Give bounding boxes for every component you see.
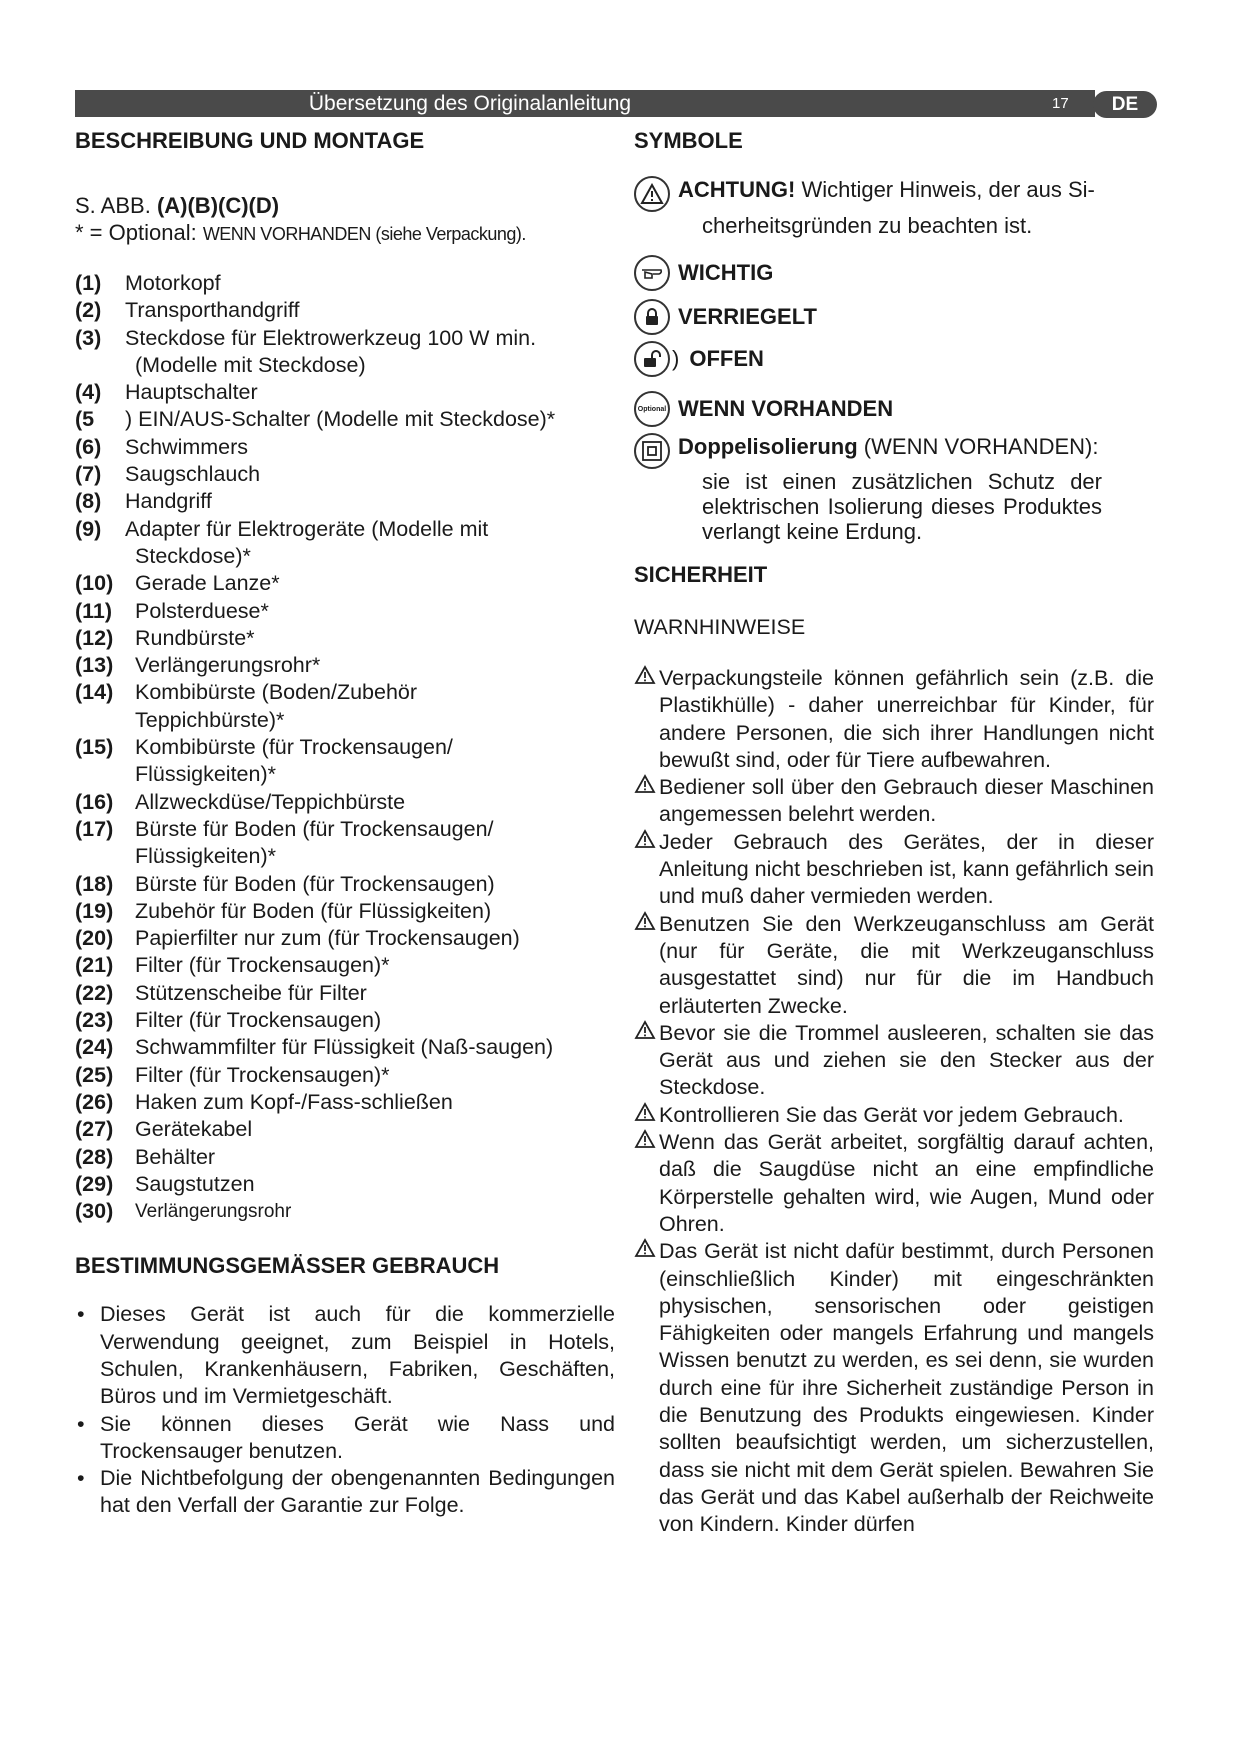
part-item bbox=[75, 898, 615, 925]
warning-text: Benutzen Sie den Werkzeuganschluss am Gerät (nur für Geräte, die mit Werkzeuganschluss ausgestattet sind) nur für die im Handbuch erläuterten Zwecke. bbox=[659, 911, 1154, 1018]
warning-triangle-icon bbox=[634, 829, 656, 856]
part-number: (25) bbox=[75, 1062, 114, 1087]
part-label: Adapter für Elektrogeräte (Modelle mit bbox=[125, 516, 489, 541]
double-insulation-icon bbox=[634, 433, 670, 469]
part-label: Kombibürste (für Trockensaugen/ bbox=[135, 735, 453, 760]
optional-text: WENN VORHANDEN (siehe Verpackung). bbox=[202, 224, 526, 244]
symbol-wichtig bbox=[634, 255, 1154, 291]
part-item bbox=[75, 952, 615, 979]
part-label: Motorkopf bbox=[125, 271, 221, 295]
part-label-continuation: Steckdose)* bbox=[135, 543, 251, 568]
part-item bbox=[75, 1144, 615, 1171]
part-number: (28) bbox=[75, 1144, 114, 1169]
part-item bbox=[75, 516, 615, 543]
part-number: (18) bbox=[75, 871, 114, 896]
part-number: (3) bbox=[75, 325, 102, 350]
part-number: (16) bbox=[75, 789, 114, 814]
pointing-hand-icon bbox=[634, 255, 670, 291]
part-label: Handgriff bbox=[125, 489, 212, 514]
part-number: (19) bbox=[75, 898, 114, 923]
part-item bbox=[75, 625, 615, 652]
warning-item bbox=[634, 1020, 1154, 1102]
part-label-continuation: (Modelle mit Steckdose) bbox=[135, 352, 366, 377]
intended-use-list bbox=[75, 1301, 615, 1519]
part-label: Saugstutzen bbox=[135, 1171, 255, 1196]
warning-triangle-icon bbox=[634, 665, 656, 692]
warnings-list bbox=[634, 665, 1154, 1539]
symbol-verriegelt bbox=[634, 299, 1154, 335]
part-label: Kombibürste (Boden/Zubehör bbox=[135, 680, 418, 705]
doppel-cont: sie ist einen zusätzlichen Schutz der elektrischen Isolierung dieses Produktes verlangt keine Erdung. bbox=[702, 469, 1102, 544]
part-number: (9) bbox=[75, 516, 102, 541]
part-item-continuation bbox=[75, 707, 615, 734]
warning-item bbox=[634, 1238, 1154, 1538]
part-number: (12) bbox=[75, 625, 114, 650]
part-item bbox=[75, 1198, 615, 1225]
part-label: Stützenscheibe für Filter bbox=[135, 980, 367, 1005]
doppel-text: (WENN VORHANDEN): bbox=[857, 434, 1099, 459]
part-number: (20) bbox=[75, 926, 114, 951]
symbol-optional bbox=[634, 391, 1154, 427]
part-label: Polsterduese* bbox=[135, 598, 269, 623]
part-item bbox=[75, 1089, 615, 1116]
part-item bbox=[75, 297, 615, 324]
part-number: (4) bbox=[75, 380, 102, 405]
left-column bbox=[75, 126, 615, 1520]
page-number: 17 bbox=[1052, 95, 1069, 112]
part-label: Gerätekabel bbox=[135, 1117, 253, 1142]
part-label: Verlängerungsrohr* bbox=[135, 653, 321, 678]
part-item bbox=[75, 488, 615, 515]
part-item-continuation bbox=[75, 352, 615, 379]
wichtig-label: WICHTIG bbox=[678, 260, 774, 285]
part-number: (10) bbox=[75, 571, 114, 596]
part-label: Allzweckdüse/Teppichbürste bbox=[135, 789, 406, 814]
heading-symbols: SYMBOLE bbox=[634, 128, 743, 153]
part-item bbox=[75, 1062, 615, 1089]
part-item-continuation bbox=[75, 543, 615, 570]
part-label: Gerade Lanze* bbox=[135, 571, 280, 596]
part-label: ) EIN/AUS-Schalter (Modelle mit Steckdose)* bbox=[125, 407, 556, 432]
parts-list bbox=[75, 270, 615, 1225]
part-number: (26) bbox=[75, 1089, 114, 1114]
part-item bbox=[75, 379, 615, 406]
header-title: Übersetzung des Originalanleitung bbox=[308, 92, 632, 115]
achtung-cont: cherheitsgründen zu beachten ist. bbox=[702, 213, 1033, 238]
part-item bbox=[75, 871, 615, 898]
part-label: Bürste für Boden (für Trockensaugen/ bbox=[135, 816, 494, 841]
part-item bbox=[75, 980, 615, 1007]
part-number: (22) bbox=[75, 980, 114, 1005]
warning-item bbox=[634, 1102, 1154, 1129]
part-item bbox=[75, 461, 615, 488]
warning-triangle-icon bbox=[634, 1129, 656, 1156]
part-label: Filter (für Trockensaugen)* bbox=[135, 1062, 390, 1087]
part-label: Filter (für Trockensaugen)* bbox=[135, 953, 390, 978]
part-label: Steckdose für Elektrowerkzeug 100 W min. bbox=[125, 325, 537, 350]
part-number: (8) bbox=[75, 489, 102, 514]
warning-triangle-icon bbox=[634, 1020, 656, 1047]
part-number: (1) bbox=[75, 271, 102, 295]
part-number: (5 bbox=[75, 407, 95, 432]
part-item bbox=[75, 652, 615, 679]
part-number: (30) bbox=[75, 1199, 114, 1224]
verriegelt-label: VERRIEGELT bbox=[678, 304, 817, 329]
part-label: Zubehör für Boden (für Flüssigkeiten) bbox=[135, 898, 492, 923]
optional-prefix: * = Optional: bbox=[75, 220, 203, 245]
part-number: (17) bbox=[75, 816, 114, 841]
part-number: (21) bbox=[75, 953, 114, 978]
warning-triangle-icon bbox=[634, 176, 670, 212]
doppel-title: Doppelisolierung bbox=[678, 434, 858, 459]
part-item bbox=[75, 734, 615, 761]
part-number: (2) bbox=[75, 298, 102, 323]
part-number: (15) bbox=[75, 735, 114, 760]
part-number: (24) bbox=[75, 1035, 114, 1060]
warning-text: Das Gerät ist nicht dafür bestimmt, durch Personen (einschließlich Kinder) mit eingeschränkten physischen, sensorischen oder geistigen Fähigkeiten oder mangels Erfahrung und mangels Wissen benutzt zu werden, es sei denn, sie wurden durch eine für ihre Sicherheit zuständige Person in die Benutzung des Produkts eingewiesen. Kinder sollten beaufsichtigt werden, um sicherzustellen, dass sie nicht mit dem Gerät spielen. Bewahren Sie das Gerät und das Kabel außerhalb der Reichweite von Kindern. Kinder dürfen bbox=[659, 1239, 1154, 1537]
part-label-continuation: Teppichbürste)* bbox=[135, 707, 285, 732]
symbol-doppelisolierung bbox=[634, 433, 1154, 469]
part-number: (14) bbox=[75, 680, 114, 705]
part-label: Rundbürste* bbox=[135, 625, 255, 650]
heading-description: BESCHREIBUNG UND MONTAGE bbox=[75, 128, 425, 153]
warning-text: Jeder Gebrauch des Gerätes, der in dieser Anleitung nicht beschrieben ist, kann gefährlich sein und muß daher vermieden werden. bbox=[659, 829, 1154, 909]
part-label: Hauptschalter bbox=[125, 380, 258, 405]
part-label: Schwammfilter für Flüssigkeit (Naß-saugen) bbox=[135, 1035, 554, 1060]
intended-use-item: • Dieses Gerät ist auch für die kommerzielle Verwendung geeignet, zum Beispiel in Hotels, Schulen, Krankenhäusern, Fabriken, Geschäften, Büros und im Vermietgeschäft. bbox=[75, 1301, 615, 1410]
padlock-open-icon bbox=[634, 341, 670, 377]
part-item bbox=[75, 789, 615, 816]
warning-triangle-icon bbox=[634, 1102, 656, 1129]
part-item bbox=[75, 270, 615, 297]
padlock-closed-icon bbox=[634, 299, 670, 335]
part-number: (29) bbox=[75, 1171, 114, 1196]
part-item bbox=[75, 1034, 615, 1061]
warning-text: Wenn das Gerät arbeitet, sorgfältig darauf achten, daß die Saugdüse nicht an eine empfindliche Körperstelle gehalten wird, wie Augen, Mund oder Ohren. bbox=[659, 1130, 1154, 1236]
part-number: (23) bbox=[75, 1008, 114, 1033]
part-item bbox=[75, 570, 615, 597]
part-label: Bürste für Boden (für Trockensaugen) bbox=[135, 871, 495, 896]
part-number: (6) bbox=[75, 434, 102, 459]
part-item bbox=[75, 925, 615, 952]
part-number: (7) bbox=[75, 462, 102, 487]
achtung-title: ACHTUNG! bbox=[678, 177, 796, 202]
part-number: (27) bbox=[75, 1117, 114, 1142]
part-label: Haken zum Kopf-/Fass-schließen bbox=[135, 1089, 453, 1114]
warning-text: Bediener soll über den Gebrauch dieser Maschinen angemessen belehrt werden. bbox=[659, 775, 1154, 827]
part-item bbox=[75, 434, 615, 461]
warning-text: Bevor sie die Trommel ausleeren, schalten sie das Gerät aus und ziehen sie den Stecker aus der Steckdose. bbox=[659, 1020, 1154, 1100]
warning-triangle-icon bbox=[634, 774, 656, 801]
part-item bbox=[75, 1007, 615, 1034]
wenn-vorhanden-label: WENN VORHANDEN bbox=[678, 396, 894, 421]
warning-item bbox=[634, 829, 1154, 911]
part-item bbox=[75, 1116, 615, 1143]
part-item bbox=[75, 679, 615, 706]
symbol-offen bbox=[634, 341, 1154, 377]
part-item bbox=[75, 325, 615, 352]
part-label: Papierfilter nur zum (für Trockensaugen) bbox=[135, 926, 520, 951]
heading-intended-use: BESTIMMUNGSGEMÄSSER GEBRAUCH bbox=[75, 1253, 500, 1279]
part-label: Transporthandgriff bbox=[125, 298, 300, 323]
part-item bbox=[75, 406, 615, 433]
header-bar bbox=[75, 90, 1095, 117]
intended-use-item: • Sie können dieses Gerät wie Nass und Trockensauger benutzen. bbox=[75, 1411, 615, 1466]
warning-text: Kontrollieren Sie das Gerät vor jedem Gebrauch. bbox=[659, 1102, 1124, 1127]
warning-triangle-icon bbox=[634, 1238, 656, 1265]
part-item-continuation bbox=[75, 761, 615, 788]
warning-triangle-icon bbox=[634, 911, 656, 938]
part-label: Filter (für Trockensaugen) bbox=[135, 1008, 382, 1033]
part-item bbox=[75, 1171, 615, 1198]
offen-paren: ) bbox=[672, 346, 680, 371]
warning-item bbox=[634, 911, 1154, 1020]
part-item bbox=[75, 816, 615, 843]
part-number: (11) bbox=[75, 598, 113, 623]
figure-reference bbox=[75, 192, 615, 219]
part-item-continuation bbox=[75, 843, 615, 870]
language-badge: DE bbox=[1093, 91, 1157, 118]
achtung-text: Wichtiger Hinweis, der aus Si- bbox=[795, 177, 1095, 202]
part-item bbox=[75, 598, 615, 625]
part-number: (13) bbox=[75, 653, 114, 678]
warnings-label: WARNHINWEISE bbox=[634, 615, 806, 639]
part-label: Behälter bbox=[135, 1144, 216, 1169]
part-label: Verlängerungsrohr bbox=[135, 1201, 292, 1223]
warning-text: Verpackungsteile können gefährlich sein (z.B. die Plastikhülle) - daher unerreichbar für Kinder, für andere Personen, die sich ihrer Handlungen nicht bewußt sind, oder für Tiere aufbewahren. bbox=[659, 666, 1154, 772]
intended-use-item: • Die Nichtbefolgung der obengenannten Bedingungen hat den Verfall der Garantie zur Folge. bbox=[75, 1465, 615, 1520]
optional-icon: Optional bbox=[634, 391, 670, 427]
part-label-continuation: Flüssigkeiten)* bbox=[135, 844, 276, 869]
part-label-continuation: Flüssigkeiten)* bbox=[135, 762, 276, 787]
figure-ref-prefix: S. ABB. bbox=[75, 193, 157, 218]
figure-ref-list: (A)(B)(C)(D) bbox=[156, 193, 280, 218]
optional-note bbox=[75, 219, 615, 248]
right-column bbox=[634, 126, 1154, 1539]
warning-item bbox=[634, 774, 1154, 829]
symbol-achtung bbox=[634, 176, 1154, 212]
offen-label: OFFEN bbox=[689, 346, 764, 371]
part-label: Schwimmers bbox=[125, 434, 249, 459]
warning-item bbox=[634, 665, 1154, 774]
warning-item bbox=[634, 1129, 1154, 1238]
heading-safety: SICHERHEIT bbox=[634, 562, 768, 587]
part-label: Saugschlauch bbox=[125, 462, 261, 487]
